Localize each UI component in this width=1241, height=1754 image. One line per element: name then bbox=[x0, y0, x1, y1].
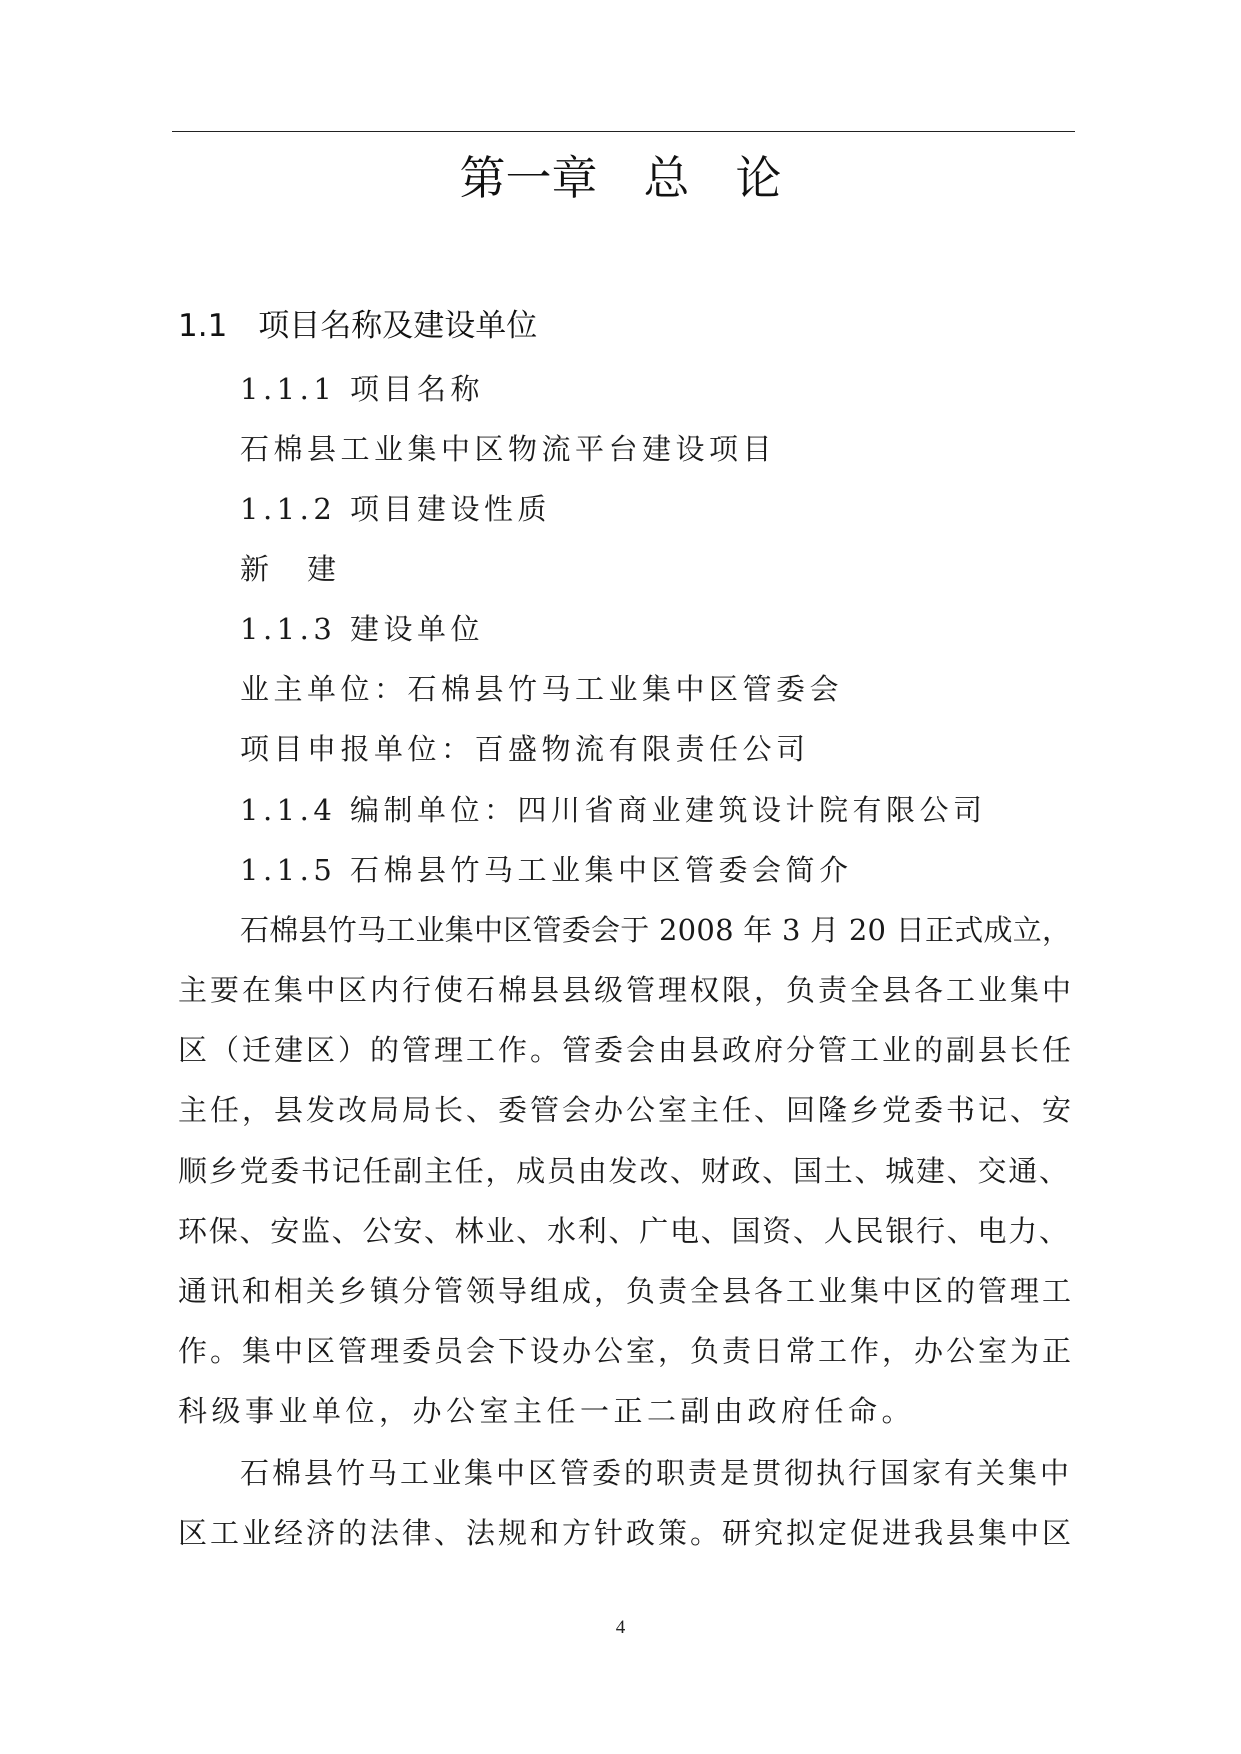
paragraph-1-line: 环保、安监、公安、林业、水利、广电、国资、人民银行、电力、 bbox=[178, 1214, 1070, 1248]
section-heading: 1.1 项目名称及建设单位 bbox=[178, 308, 538, 344]
subsection-heading-1-1-2: 1.1.2 项目建设性质 bbox=[240, 492, 552, 526]
paragraph-1-line: 区（迁建区）的管理工作。管委会由县政府分管工业的副县长任 bbox=[178, 1033, 1075, 1067]
header-rule bbox=[172, 131, 1075, 132]
subsection-heading-1-1-1: 1.1.1 项目名称 bbox=[240, 372, 485, 406]
chapter-title: 第一章 总 论 bbox=[459, 151, 782, 205]
paragraph-1-line: 主任，县发改局局长、委管会办公室主任、回隆乡党委书记、安 bbox=[178, 1093, 1075, 1127]
paragraph-2-line: 石棉县竹马工业集中区管委的职责是贯彻执行国家有关集中 bbox=[240, 1456, 1073, 1490]
project-nature: 新 建 bbox=[240, 552, 341, 586]
project-name: 石棉县工业集中区物流平台建设项目 bbox=[240, 432, 777, 466]
subsection-heading-1-1-5: 1.1.5 石棉县竹马工业集中区管委会简介 bbox=[240, 853, 853, 887]
subsection-heading-1-1-3: 1.1.3 建设单位 bbox=[240, 612, 485, 646]
subsection-heading-1-1-4: 1.1.4 编制单位：四川省商业建筑设计院有限公司 bbox=[240, 793, 987, 827]
applicant-unit: 项目申报单位：百盛物流有限责任公司 bbox=[240, 732, 810, 766]
paragraph-1-line: 作。集中区管理委员会下设办公室，负责日常工作，办公室为正 bbox=[178, 1334, 1075, 1368]
paragraph-1-line: 科级事业单位，办公室主任一正二副由政府任命。 bbox=[178, 1394, 916, 1428]
owner-unit: 业主单位：石棉县竹马工业集中区管委会 bbox=[240, 672, 844, 706]
paragraph-1-line: 通讯和相关乡镇分管领导组成，负责全县各工业集中区的管理工 bbox=[178, 1274, 1075, 1308]
paragraph-1-line: 主要在集中区内行使石棉县县级管理权限，负责全县各工业集中 bbox=[178, 973, 1075, 1007]
paragraph-1-line: 石棉县竹马工业集中区管委会于 2008 年 3 月 20 日正式成立， bbox=[240, 913, 1072, 947]
page-number: 4 bbox=[615, 1617, 626, 1638]
paragraph-1-line: 顺乡党委书记任副主任，成员由发改、财政、国土、城建、交通、 bbox=[178, 1154, 1070, 1188]
paragraph-2-line: 区工业经济的法律、法规和方针政策。研究拟定促进我县集中区 bbox=[178, 1516, 1075, 1550]
